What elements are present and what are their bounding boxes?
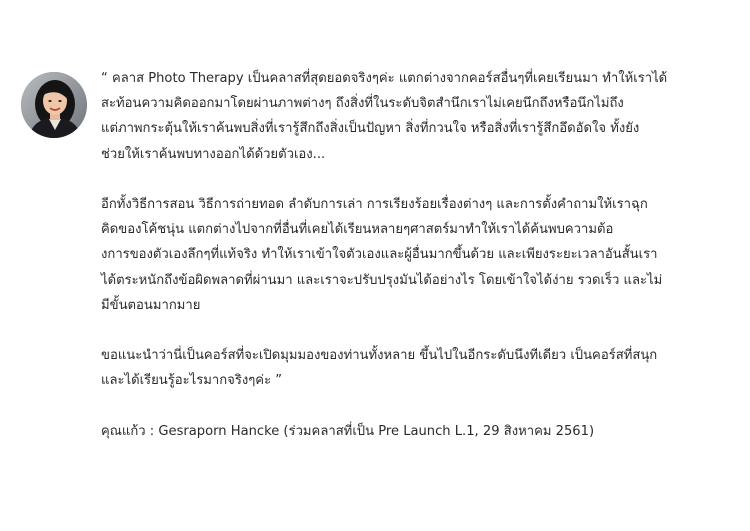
- quote-line: อีกทั้งวิธีการสอน วิธีการถ่ายทอด ลำดับการเล่า การเรียงร้อยเรื่องต่างๆ และการตั้งคำถามให้เราฉุก: [101, 197, 648, 212]
- quote-line: งการของตัวเองลึกๆที่แท้จริง ทำให้เราเข้าใจตัวเองและผู้อื่นมากขึ้นด้วย และเพียงระยะเวลาอันสั้นเรา: [101, 247, 658, 263]
- quote-line: “ คลาส Photo Therapy เป็นคลาสที่สุดยอดจริงๆค่ะ แตกต่างจากคอร์สอื่นๆที่เคยเรียนมา ทำให้เราได้: [101, 71, 668, 86]
- paragraph-spacer: [101, 394, 737, 419]
- quote-line: สะท้อนความคิดออกมาโดยผ่านภาพต่างๆ ถึงสิ่งที่ในระดับจิตสำนึกเราไม่เคยนึกถึงหรือนึกไม่ถึง: [101, 96, 624, 112]
- quote-paragraph-3: [101, 343, 737, 393]
- quote-line: คิดของโค้ชนุ่น แตกต่างไปจากที่อื่นที่เคยได้เรียนหลายๆศาสตร์มาทำให้เราได้ค้นพบความต้อ: [101, 222, 614, 238]
- quote-line: ช่วยให้เราค้นพบทางออกได้ด้วยตัวเอง...: [101, 146, 326, 162]
- paragraph-spacer: [101, 167, 737, 192]
- person-photo-icon: [21, 72, 87, 138]
- avatar: [21, 72, 87, 138]
- quote-line: และได้เรียนรู้อะไรมากจริงๆค่ะ ”: [101, 373, 283, 389]
- quote-paragraph-1: [101, 66, 737, 167]
- quote-line: แต่ภาพกระตุ้นให้เราค้นพบสิ่งที่เรารู้สึกถึงสิ่งเป็นปัญหา สิ่งที่กวนใจ หรือสิ่งที่เรารู้สึกอึดอัดใจ ทั้งยัง: [101, 121, 640, 137]
- paragraph-spacer: [101, 318, 737, 343]
- quote-line: ขอแนะนำว่านี่เป็นคอร์สที่จะเปิดมุมมองของท่านทั้งหลาย ขึ้นไปในอีกระดับนึงทีเดียว เป็นคอร์สที่สนุก: [101, 348, 658, 364]
- quote-paragraph-2: [101, 192, 737, 318]
- quote-line: ได้ตระหนักถึงข้อผิดพลาดที่ผ่านมา และเราจะปรับปรุงมันได้อย่างไร โดยเข้าใจได้ง่าย รวดเร็ว และไม่: [101, 272, 663, 288]
- quote-line: มีขั้นตอนมากมาย: [101, 297, 201, 313]
- attribution-text: คุณแก้ว : Gesraporn Hancke (ร่วมคลาสที่เป็น Pre Launch L.1, 29 สิงหาคม 2561): [101, 423, 595, 439]
- testimonial-quote: [101, 66, 737, 444]
- attribution: [101, 419, 737, 444]
